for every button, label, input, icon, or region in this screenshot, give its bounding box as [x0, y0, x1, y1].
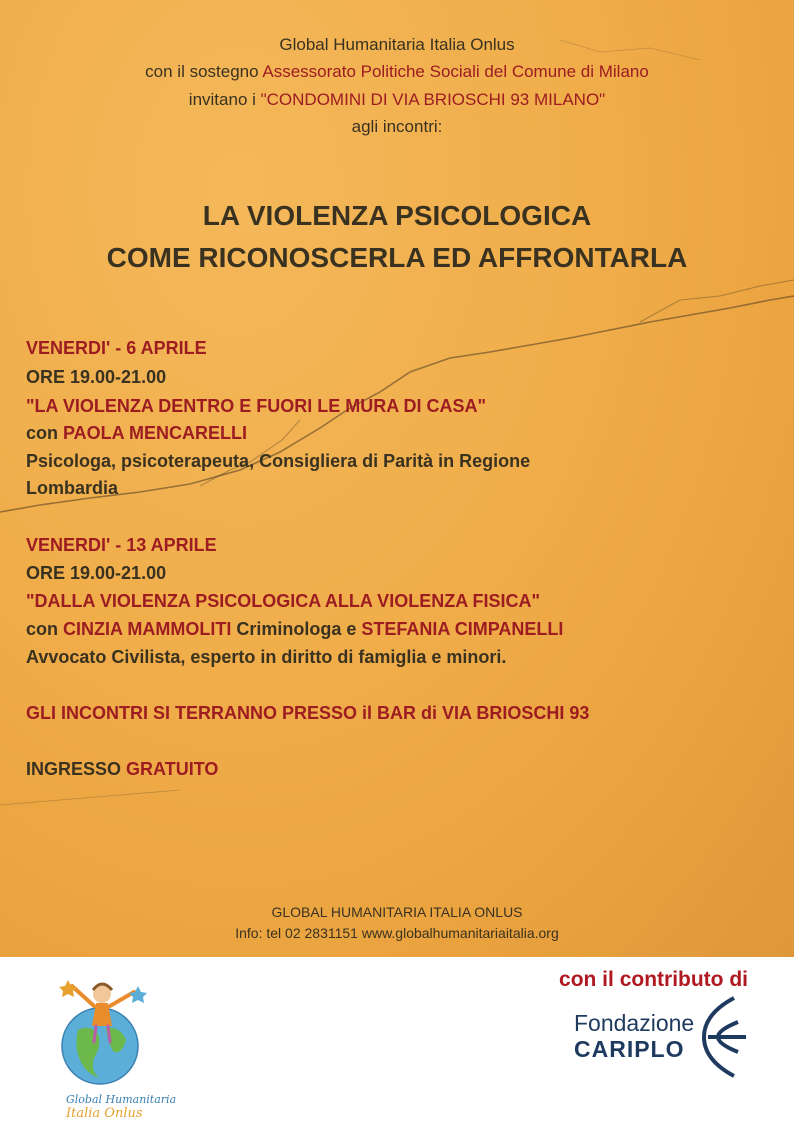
- entry-line: INGRESSO GRATUITO: [26, 759, 219, 779]
- invite-line: invitano i "CONDOMINI DI VIA BRIOSCHI 93 MILANO": [188, 90, 606, 109]
- event2-topic: "DALLA VIOLENZA PSICOLOGICA ALLA VIOLENZA FISICA": [26, 591, 541, 611]
- cariplo-name-2: CARIPLO: [574, 1036, 685, 1062]
- global-humanitaria-logo: [50, 968, 170, 1098]
- event1-role-2: Lombardia: [26, 478, 119, 498]
- contrib-label: con il contributo di: [559, 968, 748, 991]
- footer-org: GLOBAL HUMANITARIA ITALIA ONLUS: [271, 904, 523, 920]
- cariplo-logo-icon: [694, 994, 754, 1080]
- event1-speaker: con PAOLA MENCARELLI: [26, 423, 248, 443]
- event1-role-1: Psicologa, psicoterapeuta, Consigliera di Parità in Regione: [26, 451, 531, 471]
- event2-date: VENERDI' - 13 APRILE: [26, 535, 217, 555]
- cariplo-wordmark: [574, 1010, 694, 1062]
- event1-time: ORE 19.00-21.00: [26, 367, 167, 387]
- footer-info: Info: tel 02 2831151 www.globalhumanitariaitalia.org: [235, 925, 559, 941]
- event2-speakers: con CINZIA MAMMOLITI Criminologa e STEFANIA CIMPANELLI: [26, 619, 564, 639]
- title-line-1: LA VIOLENZA PSICOLOGICA: [202, 200, 592, 231]
- event2-time: ORE 19.00-21.00: [26, 563, 167, 583]
- logo-caption: Global Humanitaria Italia Onlus: [66, 1093, 177, 1121]
- invite-suffix: agli incontri:: [351, 117, 443, 136]
- org-line: Global Humanitaria Italia Onlus: [279, 35, 515, 54]
- support-line: con il sostegno Assessorato Politiche Sociali del Comune di Milano: [145, 62, 649, 81]
- event2-role: Avvocato Civilista, esperto in diritto di famiglia e minori.: [26, 647, 507, 667]
- title-line-2: COME RICONOSCERLA ED AFFRONTARLA: [106, 242, 688, 273]
- event1-date: VENERDI' - 6 APRILE: [26, 338, 207, 358]
- venue: GLI INCONTRI SI TERRANNO PRESSO il BAR di VIA BRIOSCHI 93: [26, 703, 590, 723]
- event1-topic: "LA VIOLENZA DENTRO E FUORI LE MURA DI CASA": [26, 396, 487, 416]
- cariplo-name-1: Fondazione: [574, 1010, 695, 1036]
